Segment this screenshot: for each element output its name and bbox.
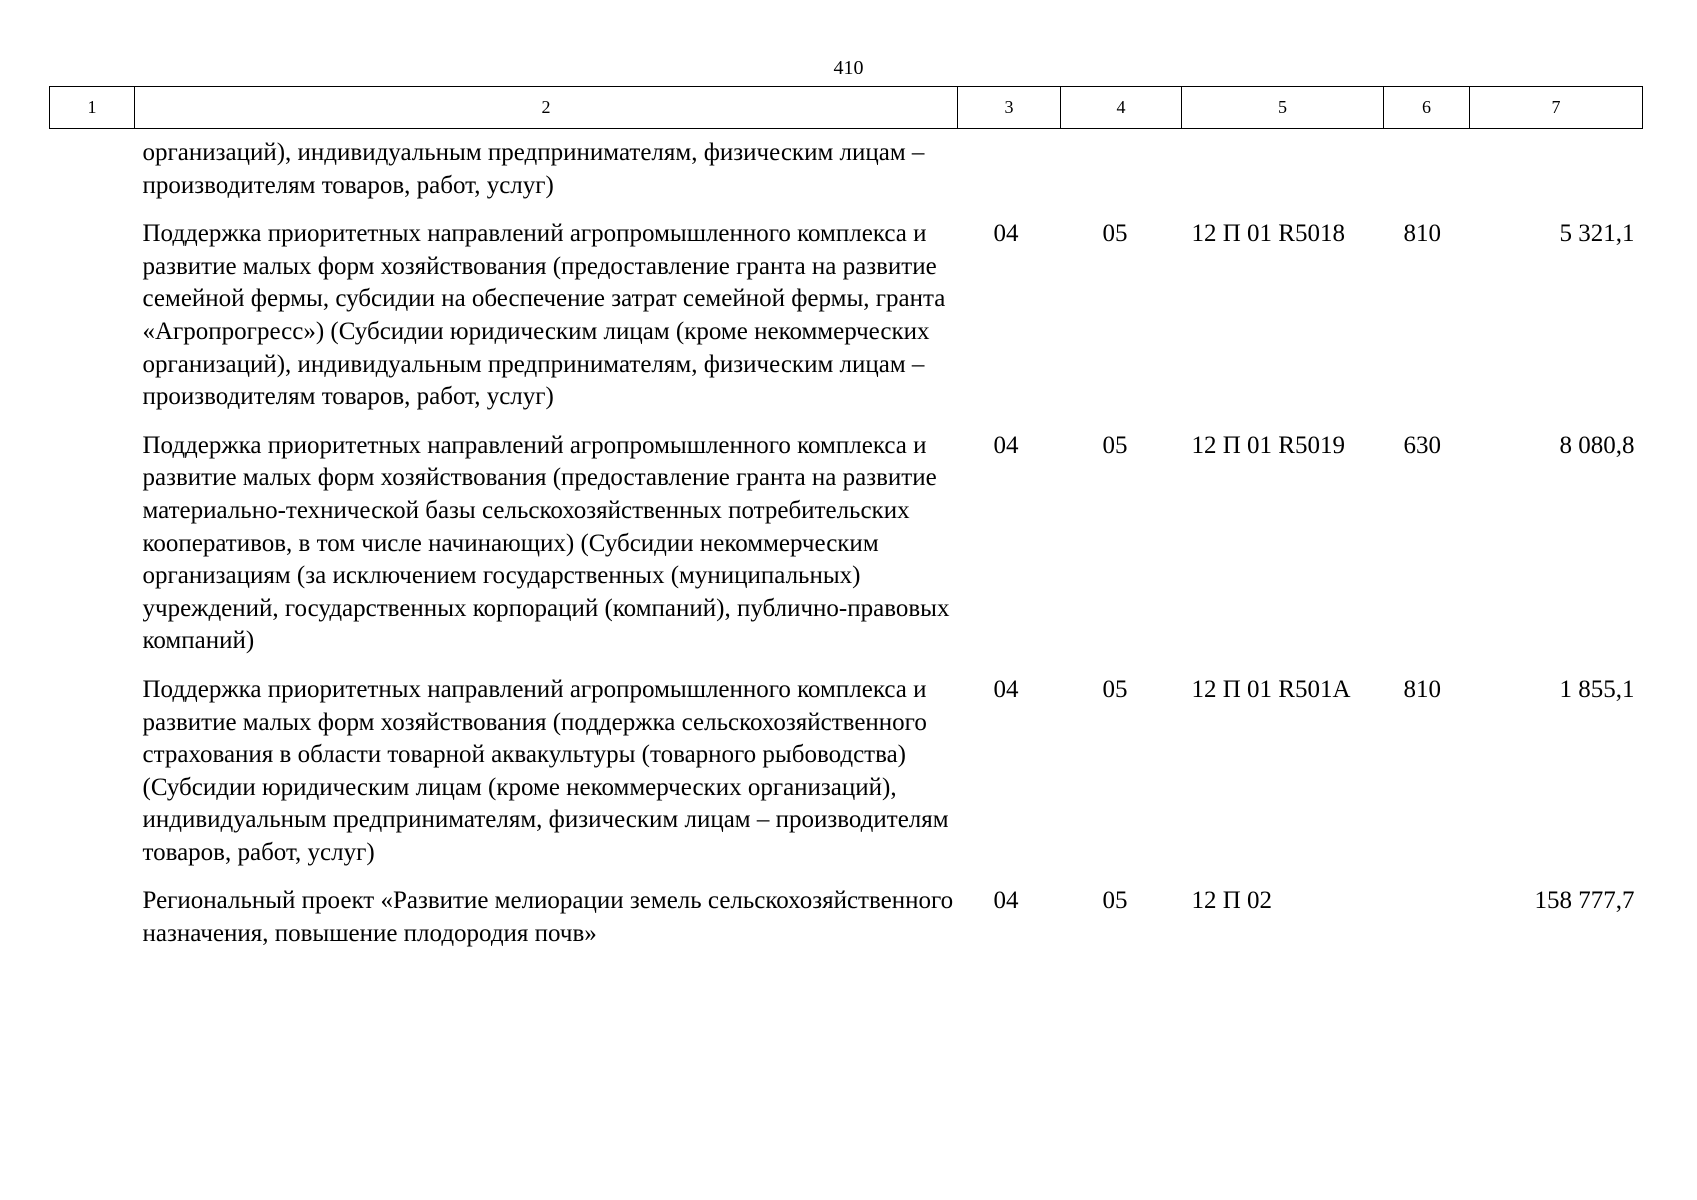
row-amount: 8 080,8 [1559,431,1635,459]
row-section: 04 [993,431,1019,459]
row-spacer [50,674,135,886]
row-spacer [50,430,135,674]
row-expense-type: 810 [1403,220,1441,248]
row-subsection: 05 [1102,675,1128,703]
table-row [50,674,1643,886]
column-header-1: 1 [50,87,135,129]
column-header-2: 2 [135,87,958,129]
row-subsection: 05 [1102,887,1128,915]
row-section [958,129,1061,219]
table-row [50,218,1643,430]
row-subsection: 05 [1102,220,1128,248]
row-name: Поддержка приоритетных направлений агропромышленного комплекса и развитие малых форм хозяйствования (предоставление гранта на развитие семейной фермы, субсидии на обеспечение затрат семейной фермы, гранта «Агропрогресс») (Субсидии юридическим лицам (кроме некоммерческих организаций), индивидуальным предпринимателям, физическим лицам – производителям товаров, работ, услуг) [142,220,946,411]
row-target: 12 П 02 [1191,887,1273,915]
row-expense-type: 630 [1403,431,1441,459]
row-amount: 5 321,1 [1559,220,1635,248]
table-row [50,129,1643,219]
table-row [50,430,1643,674]
row-section: 04 [993,220,1019,248]
row-target: 12 П 01 R5019 [1191,431,1345,459]
row-expense-type: 810 [1403,675,1441,703]
row-amount: 158 777,7 [1534,887,1635,915]
budget-table [49,86,1643,967]
table-row [50,885,1643,966]
column-header-7: 7 [1470,87,1643,129]
row-section: 04 [993,887,1019,915]
row-target: 12 П 01 R501А [1191,675,1351,703]
page-number: 410 [833,57,864,79]
row-target: 12 П 01 R5018 [1191,220,1345,248]
row-spacer [50,129,135,219]
row-name: Поддержка приоритетных направлений агропромышленного комплекса и развитие малых форм хозяйствования (поддержка сельскохозяйственного страхования в области товарной аквакультуры (товарного рыбоводства) (Субсидии юридическим лицам (кроме некоммерческих организаций), индивидуальным предпринимателям, физическим лицам – производителям товаров, работ, услуг) [142,675,949,866]
row-target [1182,129,1384,219]
row-expense-type [1384,885,1470,966]
row-expense-type [1384,129,1470,219]
column-header-3: 3 [958,87,1061,129]
row-spacer [50,885,135,966]
row-subsection: 05 [1102,431,1128,459]
row-name: организаций), индивидуальным предпринимателям, физическим лицам – производителям товаров, работ, услуг) [142,139,925,199]
row-name: Региональный проект «Развитие мелиорации земель сельскохозяйственного назначения, повышение плодородия почв» [142,887,954,948]
column-header-5: 5 [1182,87,1384,129]
row-amount: 1 855,1 [1559,675,1635,703]
row-amount [1470,129,1643,219]
row-section: 04 [993,675,1019,703]
column-header-4: 4 [1061,87,1182,129]
column-header-6: 6 [1384,87,1470,129]
row-name: Поддержка приоритетных направлений агропромышленного комплекса и развитие малых форм хозяйствования (предоставление гранта на развитие материально-технической базы сельскохозяйственных потребительских кооперативов, в том числе начинающих) (Субсидии некоммерческим организациям (за исключением государственных (муниципальных) учреждений, государственных корпораций (компаний), публично-правовых компаний) [142,431,950,655]
row-spacer [50,218,135,430]
row-subsection [1061,129,1182,219]
column-number-row [50,87,1643,129]
